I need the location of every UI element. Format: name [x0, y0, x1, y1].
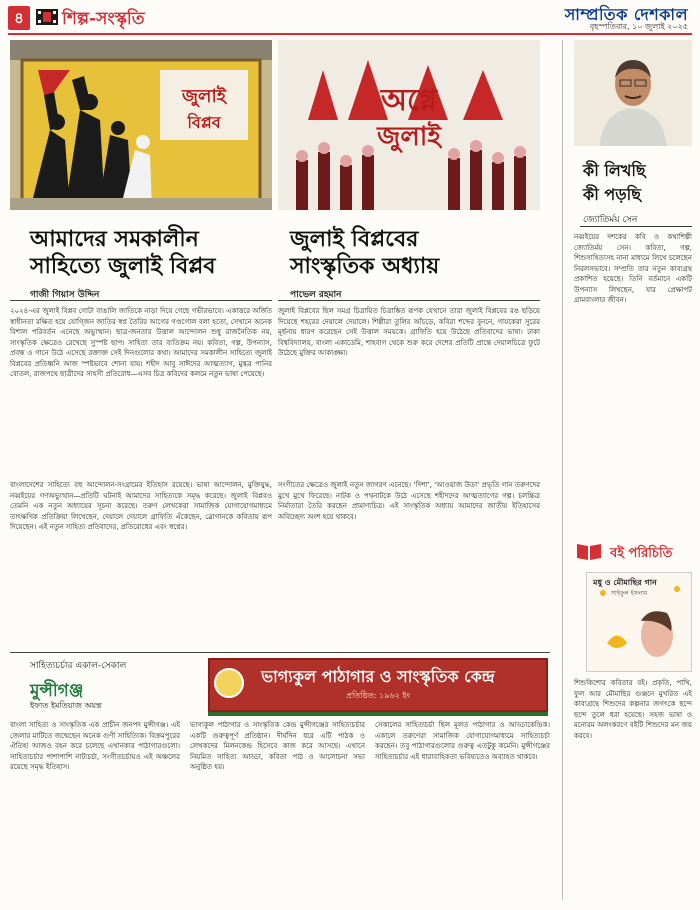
article1-headline-line2: সাহিত্যে জুলাই বিপ্লব	[30, 253, 216, 279]
bottom-kicker: সাহিত্যচর্চার একাল-সেকাল	[30, 661, 127, 671]
page-number: ৪	[8, 6, 30, 30]
mural-illustration-center	[278, 40, 540, 210]
mural-photo-center	[278, 40, 540, 210]
sidebar-rule	[580, 226, 692, 227]
mural2-text-line2: জুলাই	[377, 122, 441, 152]
library-logo-icon	[214, 668, 244, 698]
sidebar-divider	[562, 40, 563, 900]
article2-headline-line2: সাংস্কৃতিক অধ্যায়	[290, 253, 440, 279]
book-intro-label: বই পরিচিতি	[610, 546, 673, 561]
article1-headline-line1: আমাদের সমকালীন	[30, 226, 199, 252]
book-title: মধু ও মৌমাছির গান	[593, 578, 657, 587]
sidebar-question-line1: কী লিখছি	[583, 161, 646, 180]
article2-body-col1: জুলাই বিপ্লবের ছিল সমগ্র চিত্রায়িত চিত্রাঙ্কিত রূপক যেখানে তারা জুলাই বিপ্লবের রঙ ছড়িয়ে দিয়েছে শহরের দেয়ালে দেয়ালে। শিল্পীরা তুলির আঁচড়ে, কবিরা শব্দের বুননে, গায়কেরা সুরের মূর্ছনায় ধারণ করেছেন সেই উত্তাল সময়কে। গ্রাফিতি হয়ে উঠেছে প্রতিবাদের ভাষা। ঢাকা বিশ্ববিদ্যালয়, বাংলা একাডেমি, শাহবাগ থেকে শুরু করে দেশের প্রতিটি প্রান্তে দেয়ালচিত্রে ফুটে উঠেছে মুক্তির আকাঙ্ক্ষা।	[278, 307, 540, 357]
book-author: সাইফুল ইসলাম	[611, 590, 648, 597]
sidebar-author: জ্যোতির্ময় সেন	[583, 215, 638, 225]
library-sign-text: ভাগ্যকুল পাঠাগার ও সাংস্কৃতিক কেন্দ্র	[261, 667, 495, 686]
masthead: সাম্প্রতিক দেশকাল	[564, 5, 688, 24]
article1-body-col2: বাংলাদেশের সাহিত্যে বহু আন্দোলন-সংগ্রামের ইতিহাস রয়েছে। ভাষা আন্দোলন, মুক্তিযুদ্ধ, নব্বইয়ের গণঅভ্যুত্থান—প্রতিটি ঘটনাই আমাদের সাহিত্যকে সমৃদ্ধ করেছে। জুলাই বিপ্লবও তেমনি এক নতুন অধ্যায়ের সূচনা করেছে। তরুণ লেখকেরা সামাজিক যোগাযোগমাধ্যমে তাৎক্ষণিক প্রতিক্রিয়া লিখেছেন, দেয়ালে দেয়ালে গ্রাফিতি এঁকেছেন, স্লোগানকে কবিতায় রূপ দিয়েছেন। এই নতুন সাহিত্য প্রতিবাদের, প্রতিরোধের এবং স্বপ্নের।	[10, 481, 272, 531]
library-sign-subtext: প্রতিষ্ঠিত: ১৯৬২ ইং	[346, 691, 410, 700]
book-icon	[574, 540, 604, 562]
article2-rule	[278, 300, 540, 301]
bottom-title: মুন্সীগঞ্জ	[30, 681, 84, 701]
article2-body-col2: সংগীতের ক্ষেত্রেও জুলাই নতুন জাগরণ এনেছে। ‘দিশা’, ‘আওয়াজ উডা’ প্রভৃতি গান তরুণদের মুখে মুখে ফিরেছে। নাটক ও পথনাটকে উঠে এসেছে শহীদদের আত্মত্যাগের গল্প। চলচ্চিত্র নির্মাতারা তৈরি করছেন প্রামাণ্যচিত্র। এই সাংস্কৃতিক অধ্যায় আমাদের জাতীয় ইতিহাসের অবিচ্ছেদ্য অংশ হয়ে থাকবে।	[278, 481, 540, 521]
mural-photo-left	[10, 40, 272, 210]
film-strip-icon	[35, 7, 59, 27]
author-photo	[574, 40, 692, 146]
article1-byline: গাজী গিয়াস উদ্দিন	[30, 290, 100, 300]
library-sign-strip	[208, 712, 548, 716]
library-signboard-photo	[208, 658, 548, 712]
article1-body-col1: ২০২৪-এর জুলাই বিপ্লব গোটা বাঙালি জাতিকে নাড়া দিয়ে গেছে গভীরভাবে। একাত্তরে অর্জিত স্বাধীনতা রক্ষিত হয়ে যোগ্জিন জাতির স্বপ্ন তৈরির আগের গণ্ডগোল বলা হতো, সেখানে অনেক বিশাল পরিবর্তন এনেছে অভ্যুত্থান। ছাত্র-জনতার উত্তাল আন্দোলন শুধু রাজনৈতিক নয়, সাংস্কৃতিক ক্ষেত্রেও রেখেছে সুস্পষ্ট ছাপ। সাহিত্য তার ব্যতিক্রম নয়। কবিতা, গল্প, উপন্যাস, প্রবন্ধ ও গানে উঠে এসেছে রক্তাক্ত সেই দিনগুলোর কথা। আমাদের সমকালীন সাহিত্যে জুলাই বিপ্লবের প্রতিধ্বনি আজ স্পষ্টভাবে শোনা যায়। শহীদ আবু সাঈদের আত্মত্যাগ, মুগ্ধর পানির বোতল, রাজপথে ছাত্রীদের সাহসী প্রতিরোধ—এসব চিত্র কবিদের কলমে নতুন ভাষা পেয়েছে।	[10, 307, 272, 378]
mural1-text-line2: বিপ্লব	[187, 113, 221, 132]
mural2-text-line1: অগ্নে	[380, 83, 438, 118]
article1-rule	[10, 300, 272, 301]
sidebar-question-line2: কী পড়ছি	[583, 185, 641, 204]
article2-byline: পাভেল রহমান	[290, 290, 342, 300]
mural1-text-line1: জুলাই	[181, 86, 227, 107]
author-portrait	[574, 40, 692, 146]
bottom-body-col2: ভাগ্যকুল পাঠাগার ও সাংস্কৃতিক কেন্দ্র মুন্সীগঞ্জের সাহিত্যচর্চার একটি গুরুত্বপূর্ণ প্রতিষ্ঠান। দীর্ঘদিন ধরে এটি পাঠক ও লেখকদের মিলনকেন্দ্র হিসেবে কাজ করে আসছে। এখানে নিয়মিত সাহিত্য আড্ডা, কবিতা পাঠ ও আলোচনা সভা অনুষ্ঠিত হয়।	[190, 721, 365, 771]
bottom-body-col1: বাংলা সাহিত্য ও সাংস্কৃতিক এক প্রাচীন জনপদ মুন্সীগঞ্জ। এই জেলার মাটিতে জন্মেছেন অনেক গুণী সাহিত্যিক। বিক্রমপুরের ঐতিহ্য আজও বহন করে চলেছে এখানকার পাঠাগারগুলো। সাহিত্যচর্চার পাশাপাশি নাট্যচর্চা, সংগীতচর্চায়ও এই অঞ্চলের রয়েছে সমৃদ্ধ ইতিহাস।	[10, 721, 180, 771]
sidebar-body: নব্বইয়ের দশকের কবি ও কথাশিল্পী জ্যোতির্ময় সেন। কবিতা, গল্প, শিশুসাহিত্যসহ নানা মাধ্যমে লিখে চলেছেন নিরলসভাবে। সম্প্রতি তার নতুন কাব্যগ্রন্থ প্রকাশিত হয়েছে। তিনি বর্তমানে একটি উপন্যাস লিখছেন, যার প্রেক্ষাপট গ্রামবাংলার জীবন।	[574, 233, 692, 304]
page-header	[0, 0, 700, 34]
article2-headline-line1: জুলাই বিপ্লবের	[290, 226, 419, 252]
book-intro-body: শিশুকিশোর কবিতার বই। প্রকৃতি, পাখি, ফুল আর মৌমাছির গুঞ্জনে মুখরিত এই কাব্যগ্রন্থে শিশুদের কল্পনার জগৎকে ছন্দে ছন্দে তুলে ধরা হয়েছে। সহজ ভাষা ও মনোরম অলংকরণে বইটি শিশুদের মন জয় করবে।	[574, 679, 692, 740]
bottom-byline: ইফাত ইমতিয়াজ অয়ন্ত	[30, 701, 102, 710]
article2-headline	[290, 226, 540, 280]
dateline: বৃহস্পতিবার, ১০ জুলাই ২০২৫	[589, 22, 688, 31]
section-divider	[10, 652, 550, 653]
section-title: শিল্প-সংস্কৃতি	[62, 9, 145, 29]
mural-illustration-left	[10, 40, 272, 210]
article1-headline	[30, 226, 270, 280]
bottom-body-col3: সেকালের সাহিত্যচর্চা ছিল মূলত পাঠাগার ও আড্ডাকেন্দ্রিক। একালে তরুণেরা সামাজিক যোগাযোগমাধ্যমে সাহিত্যচর্চা করছেন। তবু পাঠাগারগুলোর গুরুত্ব এতটুকু কমেনি। মুন্সীগঞ্জের সাহিত্যচর্চার এই ধারাবাহিকতা ভবিষ্যতেও অব্যাহত থাকবে।	[375, 721, 550, 761]
header-rule	[8, 33, 692, 35]
book-cover	[586, 572, 692, 672]
